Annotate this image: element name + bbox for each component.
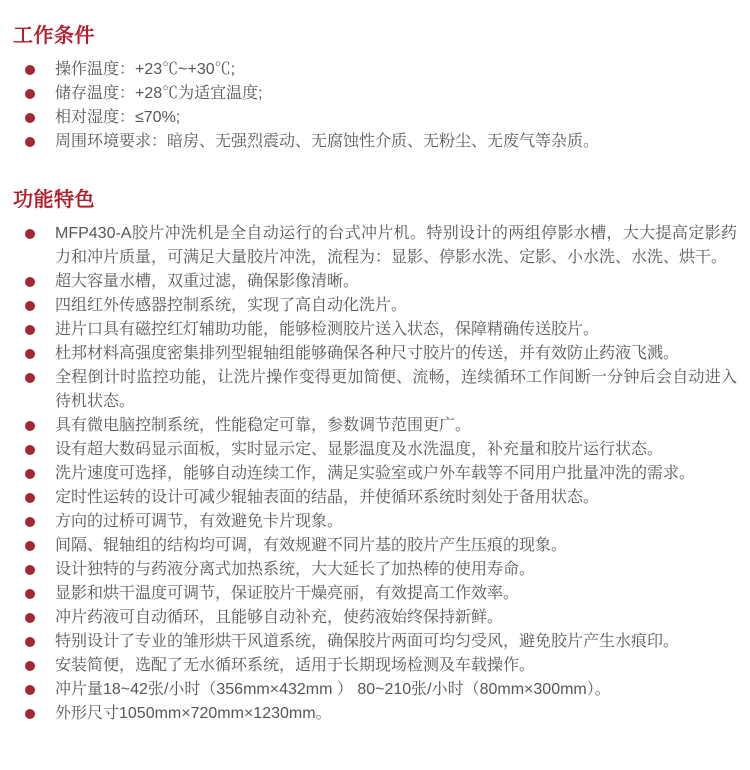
bullet-icon — [25, 89, 35, 99]
list-item-text: 超大容量水槽，双重过滤，确保影像清晰。 — [55, 273, 360, 290]
list-item — [13, 130, 737, 154]
list-item-text: 进片口具有磁控红灯辅助功能，能够检测胶片送入状态，保障精确传送胶片。 — [55, 321, 600, 338]
section-title-features: 功能特色 — [13, 189, 95, 211]
list-item-text: 洗片速度可选择，能够自动连续工作，满足实验室或户外车载等不同用户批量冲洗的需求。 — [55, 465, 696, 482]
list-item — [13, 318, 737, 342]
list-item-text: 安装简便，选配了无水循环系统，适用于长期现场检测及车载操作。 — [55, 657, 536, 674]
bullet-icon — [25, 685, 35, 695]
list-item-text: 设计独特的与药液分离式加热系统，大大延长了加热棒的使用寿命。 — [55, 561, 536, 578]
bullet-icon — [25, 469, 35, 479]
list-item-text: 间隔、辊轴组的结构均可调，有效规避不同片基的胶片产生压痕的现象。 — [55, 537, 568, 554]
list-item-text: 冲片药液可自动循环，且能够自动补充，使药液始终保持新鲜。 — [55, 609, 504, 626]
bullet-icon — [25, 137, 35, 147]
list-item — [13, 678, 737, 702]
list-item — [13, 486, 737, 510]
list-item-text: 储存温度：+28℃为适宜温度; — [55, 85, 263, 102]
list-item — [13, 558, 737, 582]
bullet-icon — [25, 493, 35, 503]
list-item-text: 定时性运转的设计可减少辊轴表面的结晶，并使循环系统时刻处于备用状态。 — [55, 489, 600, 506]
list-item — [13, 414, 737, 438]
bullet-icon — [25, 613, 35, 623]
bullet-icon — [25, 661, 35, 671]
features-list — [13, 222, 737, 726]
list-item-text: 操作温度：+23℃~+30℃; — [55, 61, 236, 78]
list-item — [13, 534, 737, 558]
list-item — [13, 438, 737, 462]
list-item-text: 相对湿度：≤70%; — [55, 109, 181, 126]
list-item-text: 四组红外传感器控制系统，实现了高自动化洗片。 — [55, 297, 408, 314]
list-item-text: 显影和烘干温度可调节，保证胶片干燥亮丽，有效提高工作效率。 — [55, 585, 520, 602]
list-item — [13, 58, 737, 82]
bullet-icon — [25, 349, 35, 359]
bullet-icon — [25, 541, 35, 551]
list-item-text: 周围环境要求：暗房、无强烈震动、无腐蚀性介质、无粉尘、无废气等杂质。 — [55, 133, 600, 150]
list-item — [13, 606, 737, 630]
working-conditions-list — [13, 58, 737, 154]
section-title-working-conditions: 工作条件 — [13, 25, 95, 47]
bullet-icon — [25, 277, 35, 287]
list-item — [13, 106, 737, 130]
list-item — [13, 366, 737, 414]
list-item — [13, 654, 737, 678]
list-item-text: 杜邦材料高强度密集排列型辊轴组能够确保各种尺寸胶片的传送，并有效防止药液飞溅。 — [55, 345, 680, 362]
list-item — [13, 582, 737, 606]
list-item-text: 外形尺寸1050mm×720mm×1230mm。 — [55, 705, 332, 722]
list-item — [13, 630, 737, 654]
list-item-text: 特别设计了专业的雏形烘干风道系统，确保胶片两面可均匀受风，避免胶片产生水痕印。 — [55, 633, 680, 650]
list-item — [13, 294, 737, 318]
list-item-text: 设有超大数码显示面板，实时显示定、显影温度及水洗温度，补充量和胶片运行状态。 — [55, 441, 664, 458]
list-item-text: 全程倒计时监控功能，让洗片操作变得更加简便、流畅，连续循环工作间断一分钟后会自动进入待机状态。 — [55, 369, 737, 410]
list-item — [13, 270, 737, 294]
list-item-text: MFP430-A胶片冲洗机是全自动运行的台式冲片机。特别设计的两组停影水槽，大大提高定影药力和冲片质量，可满足大量胶片冲洗，流程为：显影、停影水洗、定影、小水洗、水洗、烘干。 — [55, 225, 737, 266]
list-item-text: 具有微电脑控制系统，性能稳定可靠，参数调节范围更广。 — [55, 417, 472, 434]
list-item — [13, 462, 737, 486]
bullet-icon — [25, 589, 35, 599]
bullet-icon — [25, 709, 35, 719]
bullet-icon — [25, 301, 35, 311]
bullet-icon — [25, 65, 35, 75]
list-item — [13, 342, 737, 366]
list-item-text: 方向的过桥可调节，有效避免卡片现象。 — [55, 513, 344, 530]
bullet-icon — [25, 517, 35, 527]
bullet-icon — [25, 325, 35, 335]
list-item-text: 冲片量18~42张/小时（356mm×432mm ） 80~210张/小时（80mm×300mm）。 — [55, 681, 611, 698]
bullet-icon — [25, 421, 35, 431]
bullet-icon — [25, 373, 35, 383]
bullet-icon — [25, 565, 35, 575]
list-item — [13, 702, 737, 726]
list-item — [13, 222, 737, 270]
bullet-icon — [25, 637, 35, 647]
list-item — [13, 510, 737, 534]
bullet-icon — [25, 229, 35, 239]
bullet-icon — [25, 445, 35, 455]
bullet-icon — [25, 113, 35, 123]
list-item — [13, 82, 737, 106]
